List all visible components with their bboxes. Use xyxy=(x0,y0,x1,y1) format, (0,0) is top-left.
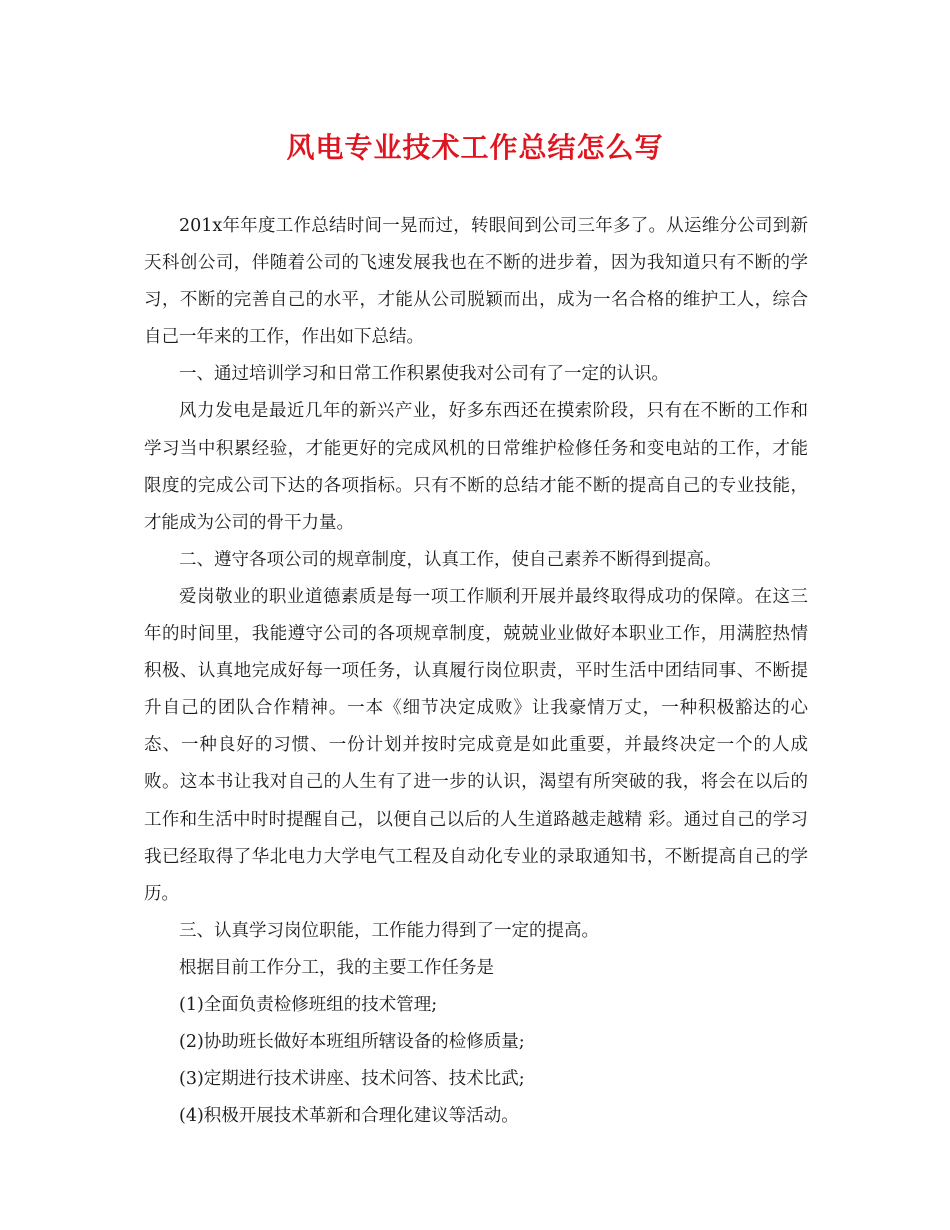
paragraph-section-1: 风力发电是最近几年的新兴产业，好多东西还在摸索阶段，只有在不断的工作和学习当中积累经验，才能更好的完成风机的日常维护检修任务和变电站的工作，才能限度的完成公司下达的各项指标。只有不断的总结才能不断的提高自己的专业技能，才能成为公司的骨干力量。 xyxy=(144,401,808,533)
task-item-2: (2)协助班长做好本班组所辖设备的检修质量; xyxy=(179,1032,525,1053)
section-heading-2: 二、遵守各项公司的规章制度，认真工作，使自己素养不断得到提高。 xyxy=(179,549,722,570)
document-body xyxy=(144,208,808,1135)
task-item-3: (3)定期进行技术讲座、技术问答、技术比武; xyxy=(179,1069,525,1090)
section-heading-3: 三、认真学习岗位职能，工作能力得到了一定的提高。 xyxy=(179,920,599,941)
document-title: 风电专业技术工作总结怎么写 xyxy=(286,131,664,164)
paragraph-intro: 201x年年度工作总结时间一晃而过，转眼间到公司三年多了。从运维分公司到新天科创公司，伴随着公司的飞速发展我也在不断的进步着，因为我知道只有不断的学习，不断的完善自己的水平，才能从公司脱颖而出，成为一名合格的维护工人，综合自己一年来的工作，作出如下总结。 xyxy=(144,216,808,348)
task-item-4: (4)积极开展技术革新和合理化建议等活动。 xyxy=(179,1106,519,1127)
paragraph-section-2: 爱岗敬业的职业道德素质是每一项工作顺利开展并最终取得成功的保障。在这三年的时间里，我能遵守公司的各项规章制度，兢兢业业做好本职业工作，用满腔热情积极、认真地完成好每一项任务，认真履行岗位职责，平时生活中团结同事、不断提升自己的团队合作精神。一本《细节决定成败》让我豪情万丈，一种积极豁达的心态、一种良好的习惯、一份计划并按时完成竟是如此重要，并最终决定一个的人成败。这本书让我对自己的人生有了进一步的认识，渴望有所突破的我，将会在以后的工作和生活中时时提醒自己，以便自己以后的人生道路越走越精 彩。通过自己的学习我已经取得了华北电力大学电气工程及自动化专业的录取通知书，不断提高自己的学历。 xyxy=(144,586,808,904)
section-heading-1: 一、通过培训学习和日常工作积累使我对公司有了一定的认识。 xyxy=(179,364,669,385)
task-item-1: (1)全面负责检修班组的技术管理; xyxy=(179,994,438,1015)
paragraph-tasks-intro: 根据目前工作分工，我的主要工作任务是 xyxy=(179,957,494,978)
